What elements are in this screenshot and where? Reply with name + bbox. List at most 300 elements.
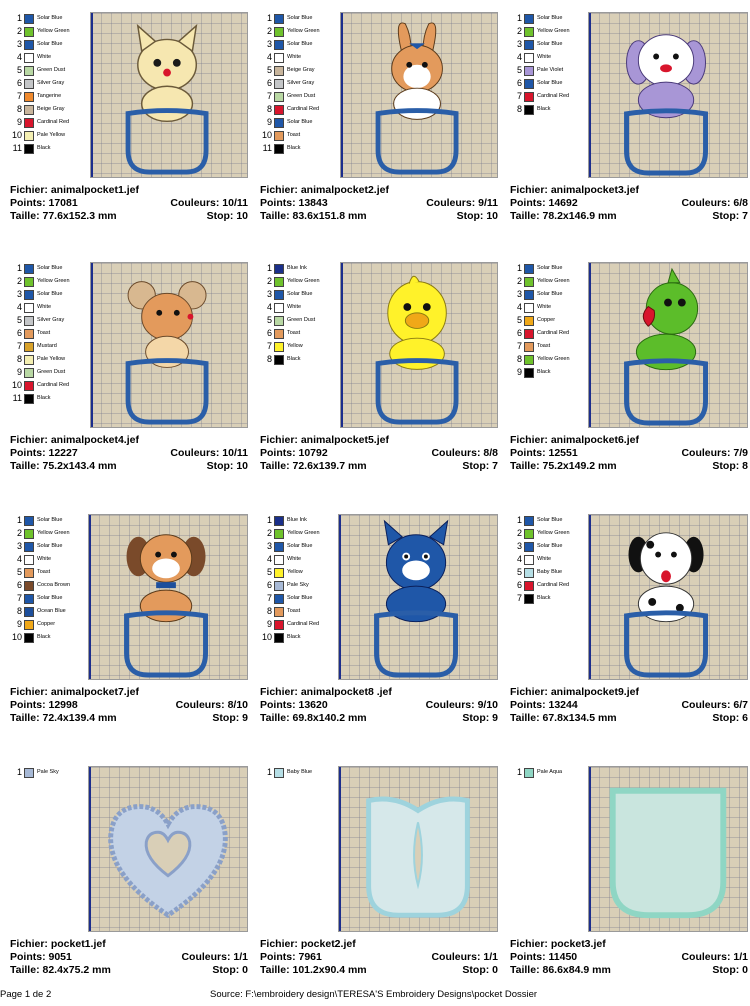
thread-number: 4	[266, 302, 272, 312]
thread-name: Black	[537, 106, 551, 112]
thread-name: Blue Ink	[287, 265, 307, 271]
thread-number: 7	[16, 91, 22, 101]
thread-swatch	[524, 27, 534, 37]
design-info	[10, 434, 248, 473]
thread-row	[10, 288, 100, 301]
thread-name: White	[537, 54, 552, 60]
heart-pocket-embroidery-icon	[89, 767, 247, 931]
thread-row	[510, 25, 600, 38]
thread-swatch	[274, 53, 284, 63]
thread-number: 1	[266, 13, 272, 23]
thread-name: Pale Aqua	[537, 769, 563, 775]
thread-number: 10	[261, 632, 272, 642]
stop-count: Stop: 6	[712, 712, 748, 724]
thread-row	[10, 12, 100, 25]
stitch-count: Points: 12227	[10, 447, 78, 459]
stitch-count: Points: 12551	[510, 447, 578, 459]
thread-name: Black	[37, 634, 51, 640]
thread-row	[10, 327, 100, 340]
puppy-embroidery-icon	[589, 13, 747, 177]
design-size: Taille: 82.4x75.2 mm	[10, 964, 111, 976]
thread-name: Solar Blue	[537, 41, 563, 47]
thread-swatch	[274, 92, 284, 102]
thread-swatch	[274, 329, 284, 339]
thread-name: White	[537, 556, 552, 562]
stitch-count: Points: 13843	[260, 197, 328, 209]
design-size: Taille: 77.6x152.3 mm	[10, 210, 117, 222]
thread-name: Black	[537, 595, 551, 601]
color-count: Couleurs: 1/1	[681, 951, 748, 963]
thread-number: 2	[16, 528, 22, 538]
thread-row	[10, 129, 100, 142]
design-preview	[588, 12, 748, 178]
thread-number: 11	[12, 143, 22, 153]
thread-row	[260, 51, 350, 64]
bunny-embroidery-icon	[341, 13, 497, 177]
thread-number: 4	[16, 52, 22, 62]
thread-number: 8	[16, 354, 22, 364]
thread-row	[10, 38, 100, 51]
thread-name: Black	[537, 369, 551, 375]
thread-legend	[10, 514, 100, 644]
thread-name: Copper	[537, 317, 556, 323]
thread-name: Pale Violet	[537, 67, 564, 73]
thread-number: 6	[266, 78, 272, 88]
thread-row	[260, 766, 350, 779]
thread-row	[260, 12, 350, 25]
thread-number: 7	[16, 341, 22, 351]
thread-row	[510, 262, 600, 275]
thread-name: Toast	[37, 569, 51, 575]
thread-swatch	[274, 555, 284, 565]
thread-row	[260, 340, 350, 353]
design-preview	[588, 514, 748, 680]
thread-swatch	[524, 66, 534, 76]
thread-swatch	[24, 555, 34, 565]
color-count: Couleurs: 10/11	[170, 447, 248, 459]
tulip-pocket-embroidery-icon	[339, 767, 497, 931]
thread-legend	[260, 262, 350, 366]
thread-name: Yellow Green	[537, 278, 570, 284]
thread-row	[260, 579, 350, 592]
stop-count: Stop: 8	[712, 460, 748, 472]
thread-row	[510, 77, 600, 90]
thread-row	[260, 129, 350, 142]
design-preview	[588, 766, 748, 932]
design-info	[260, 184, 498, 223]
thread-swatch	[524, 355, 534, 365]
thread-swatch	[24, 342, 34, 352]
thread-name: Yellow	[287, 343, 303, 349]
thread-number: 3	[16, 541, 22, 551]
thread-swatch	[524, 277, 534, 287]
thread-number: 10	[11, 380, 22, 390]
thread-number: 2	[516, 276, 522, 286]
design-card	[260, 514, 500, 754]
thread-swatch	[524, 40, 534, 50]
thread-row	[10, 553, 100, 566]
thread-number: 4	[266, 554, 272, 564]
thread-swatch	[524, 529, 534, 539]
thread-swatch	[24, 66, 34, 76]
thread-name: Solar Blue	[537, 543, 563, 549]
thread-swatch	[524, 79, 534, 89]
thread-number: 8	[16, 104, 22, 114]
thread-name: White	[287, 54, 302, 60]
thread-name: Solar Blue	[37, 291, 63, 297]
thread-row	[510, 340, 600, 353]
thread-swatch	[274, 144, 284, 154]
thread-row	[10, 262, 100, 275]
design-preview	[88, 766, 248, 932]
thread-number: 1	[266, 515, 272, 525]
thread-name: Solar Blue	[537, 265, 563, 271]
thread-row	[510, 275, 600, 288]
thread-swatch	[274, 66, 284, 76]
thread-name: Cardinal Red	[537, 93, 570, 99]
thread-number: 3	[266, 39, 272, 49]
thread-swatch	[24, 607, 34, 617]
design-preview	[338, 514, 498, 680]
thread-name: Solar Blue	[537, 291, 563, 297]
thread-swatch	[24, 620, 34, 630]
dog-embroidery-icon	[89, 515, 247, 679]
thread-number: 4	[266, 52, 272, 62]
thread-swatch	[524, 316, 534, 326]
parrot-embroidery-icon	[589, 263, 747, 427]
thread-legend	[260, 514, 350, 644]
stitch-count: Points: 11450	[510, 951, 578, 963]
thread-number: 6	[516, 78, 522, 88]
thread-swatch	[524, 555, 534, 565]
thread-row	[10, 64, 100, 77]
thread-number: 1	[516, 263, 522, 273]
thread-row	[260, 605, 350, 618]
thread-name: Black	[37, 395, 51, 401]
thread-name: Solar Blue	[37, 595, 63, 601]
thread-number: 1	[16, 263, 22, 273]
thread-swatch	[274, 568, 284, 578]
thread-name: Silver Gray	[287, 80, 315, 86]
thread-row	[10, 514, 100, 527]
thread-swatch	[274, 14, 284, 24]
thread-name: Toast	[287, 330, 301, 336]
mouse-embroidery-icon	[91, 263, 247, 427]
thread-swatch	[24, 768, 34, 778]
thread-swatch	[524, 290, 534, 300]
thread-swatch	[24, 303, 34, 313]
design-info	[10, 938, 248, 977]
thread-swatch	[24, 381, 34, 391]
thread-swatch	[524, 105, 534, 115]
thread-number: 7	[266, 593, 272, 603]
thread-swatch	[524, 368, 534, 378]
thread-name: Toast	[537, 343, 551, 349]
thread-number: 2	[266, 276, 272, 286]
thread-number: 2	[266, 528, 272, 538]
thread-swatch	[524, 594, 534, 604]
design-preview	[588, 262, 748, 428]
thread-row	[10, 605, 100, 618]
thread-row	[10, 77, 100, 90]
design-card	[510, 262, 750, 502]
design-info	[10, 184, 248, 223]
thread-name: Silver Gray	[37, 317, 65, 323]
stop-count: Stop: 9	[462, 712, 498, 724]
color-count: Couleurs: 8/8	[431, 447, 498, 459]
thread-row	[510, 314, 600, 327]
design-size: Taille: 72.4x139.4 mm	[10, 712, 117, 724]
thread-number: 1	[266, 263, 272, 273]
thread-number: 3	[516, 541, 522, 551]
design-card	[510, 766, 750, 1006]
thread-swatch	[24, 40, 34, 50]
design-preview	[90, 12, 248, 178]
thread-row	[260, 116, 350, 129]
thread-number: 5	[16, 65, 22, 75]
thread-row	[510, 103, 600, 116]
thread-swatch	[24, 581, 34, 591]
thread-number: 5	[266, 315, 272, 325]
file-name: Fichier: animalpocket8 .jef	[260, 686, 392, 698]
thread-row	[260, 301, 350, 314]
file-name: Fichier: animalpocket5.jef	[260, 434, 389, 446]
stop-count: Stop: 0	[712, 964, 748, 976]
thread-number: 3	[16, 39, 22, 49]
thread-legend	[510, 766, 600, 779]
thread-name: Solar Blue	[287, 15, 313, 21]
thread-name: Solar Blue	[537, 80, 563, 86]
thread-name: Black	[37, 145, 51, 151]
thread-swatch	[24, 290, 34, 300]
thread-swatch	[524, 303, 534, 313]
thread-number: 2	[16, 26, 22, 36]
thread-number: 8	[266, 606, 272, 616]
thread-legend	[10, 766, 100, 779]
thread-number: 9	[266, 117, 272, 127]
design-size: Taille: 83.6x151.8 mm	[260, 210, 367, 222]
thread-swatch	[274, 27, 284, 37]
thread-row	[10, 116, 100, 129]
thread-row	[10, 314, 100, 327]
thread-row	[10, 25, 100, 38]
thread-name: Solar Blue	[287, 119, 313, 125]
thread-name: Solar Blue	[287, 543, 313, 549]
thread-legend	[510, 262, 600, 379]
thread-swatch	[274, 633, 284, 643]
stop-count: Stop: 10	[206, 460, 248, 472]
design-size: Taille: 101.2x90.4 mm	[260, 964, 367, 976]
thread-row	[260, 142, 350, 155]
thread-row	[510, 90, 600, 103]
design-card	[10, 262, 250, 502]
design-card	[510, 12, 750, 252]
thread-swatch	[24, 316, 34, 326]
thread-swatch	[524, 53, 534, 63]
thread-name: Yellow Green	[287, 28, 320, 34]
thread-swatch	[524, 568, 534, 578]
thread-row	[10, 275, 100, 288]
stitch-count: Points: 10792	[260, 447, 328, 459]
thread-legend	[10, 262, 100, 405]
thread-swatch	[524, 264, 534, 274]
thread-row	[260, 618, 350, 631]
thread-row	[510, 38, 600, 51]
color-count: Couleurs: 8/10	[175, 699, 248, 711]
thread-swatch	[274, 316, 284, 326]
thread-name: Yellow Green	[37, 530, 70, 536]
thread-row	[10, 103, 100, 116]
thread-number: 1	[516, 767, 522, 777]
thread-name: Cardinal Red	[37, 119, 70, 125]
design-size: Taille: 69.8x140.2 mm	[260, 712, 367, 724]
design-preview	[88, 514, 248, 680]
file-name: Fichier: pocket1.jef	[10, 938, 106, 950]
thread-number: 2	[516, 26, 522, 36]
thread-swatch	[24, 79, 34, 89]
thread-number: 2	[16, 276, 22, 286]
thread-number: 8	[516, 104, 522, 114]
thread-name: Green Dust	[37, 67, 66, 73]
thread-name: Yellow Green	[537, 28, 570, 34]
thread-swatch	[24, 27, 34, 37]
thread-number: 3	[516, 289, 522, 299]
thread-row	[260, 262, 350, 275]
thread-row	[10, 340, 100, 353]
thread-name: Green Dust	[287, 317, 316, 323]
file-name: Fichier: animalpocket6.jef	[510, 434, 639, 446]
design-info	[260, 434, 498, 473]
design-info	[510, 938, 748, 977]
thread-number: 9	[16, 367, 22, 377]
stitch-count: Points: 7961	[260, 951, 322, 963]
thread-number: 1	[516, 13, 522, 23]
design-card	[260, 766, 500, 1006]
thread-name: Green Dust	[37, 369, 66, 375]
stitch-count: Points: 13620	[260, 699, 328, 711]
thread-number: 5	[16, 567, 22, 577]
file-name: Fichier: animalpocket1.jef	[10, 184, 139, 196]
thread-swatch	[24, 14, 34, 24]
thread-row	[10, 592, 100, 605]
thread-name: Solar Blue	[37, 265, 63, 271]
thread-number: 1	[16, 515, 22, 525]
duckling-embroidery-icon	[341, 263, 497, 427]
thread-row	[10, 90, 100, 103]
thread-number: 8	[266, 104, 272, 114]
thread-name: Solar Blue	[37, 543, 63, 549]
thread-swatch	[274, 355, 284, 365]
thread-name: White	[287, 556, 302, 562]
thread-number: 1	[266, 767, 272, 777]
thread-swatch	[274, 516, 284, 526]
stitch-count: Points: 9051	[10, 951, 72, 963]
thread-name: Solar Blue	[287, 41, 313, 47]
thread-number: 4	[516, 52, 522, 62]
thread-number: 3	[516, 39, 522, 49]
thread-name: Pale Sky	[287, 582, 309, 588]
thread-row	[260, 103, 350, 116]
color-count: Couleurs: 9/11	[426, 197, 498, 209]
thread-row	[10, 392, 100, 405]
thread-swatch	[24, 264, 34, 274]
thread-swatch	[24, 568, 34, 578]
thread-number: 6	[516, 580, 522, 590]
thread-number: 11	[12, 393, 22, 403]
design-info	[10, 686, 248, 725]
thread-name: White	[37, 556, 52, 562]
thread-swatch	[24, 329, 34, 339]
thread-name: Beige Gray	[37, 106, 65, 112]
design-info	[510, 686, 748, 725]
color-count: Couleurs: 6/8	[681, 197, 748, 209]
thread-row	[10, 618, 100, 631]
design-preview	[90, 262, 248, 428]
thread-swatch	[24, 118, 34, 128]
thread-swatch	[274, 277, 284, 287]
color-count: Couleurs: 1/1	[181, 951, 248, 963]
design-card	[10, 514, 250, 754]
thread-row	[510, 579, 600, 592]
thread-swatch	[274, 290, 284, 300]
thread-number: 10	[11, 130, 22, 140]
thread-number: 5	[266, 567, 272, 577]
thread-swatch	[24, 92, 34, 102]
thread-swatch	[274, 131, 284, 141]
thread-swatch	[274, 303, 284, 313]
thread-name: Ocean Blue	[37, 608, 66, 614]
thread-legend	[510, 12, 600, 116]
stitch-count: Points: 14692	[510, 197, 578, 209]
thread-row	[10, 353, 100, 366]
thread-name: Cardinal Red	[287, 106, 320, 112]
thread-number: 7	[266, 91, 272, 101]
thread-swatch	[524, 342, 534, 352]
thread-row	[260, 314, 350, 327]
thread-row	[510, 527, 600, 540]
thread-row	[10, 566, 100, 579]
thread-number: 2	[266, 26, 272, 36]
thread-row	[10, 579, 100, 592]
thread-row	[10, 51, 100, 64]
thread-swatch	[274, 542, 284, 552]
thread-number: 6	[16, 328, 22, 338]
thread-row	[260, 592, 350, 605]
thread-swatch	[24, 277, 34, 287]
thread-number: 4	[516, 554, 522, 564]
design-card	[260, 12, 500, 252]
thread-row	[510, 514, 600, 527]
design-preview	[340, 262, 498, 428]
design-card	[10, 12, 250, 252]
color-count: Couleurs: 6/7	[681, 699, 748, 711]
thread-name: Beige Gray	[287, 67, 315, 73]
thread-row	[260, 527, 350, 540]
thread-swatch	[524, 14, 534, 24]
thread-number: 10	[11, 632, 22, 642]
thread-number: 4	[516, 302, 522, 312]
thread-number: 8	[516, 354, 522, 364]
thread-row	[260, 288, 350, 301]
thread-row	[510, 51, 600, 64]
thread-number: 6	[266, 580, 272, 590]
thread-swatch	[24, 529, 34, 539]
thread-swatch	[274, 529, 284, 539]
thread-swatch	[24, 53, 34, 63]
thread-row	[260, 77, 350, 90]
thread-name: Baby Blue	[287, 769, 313, 775]
thread-swatch	[274, 581, 284, 591]
